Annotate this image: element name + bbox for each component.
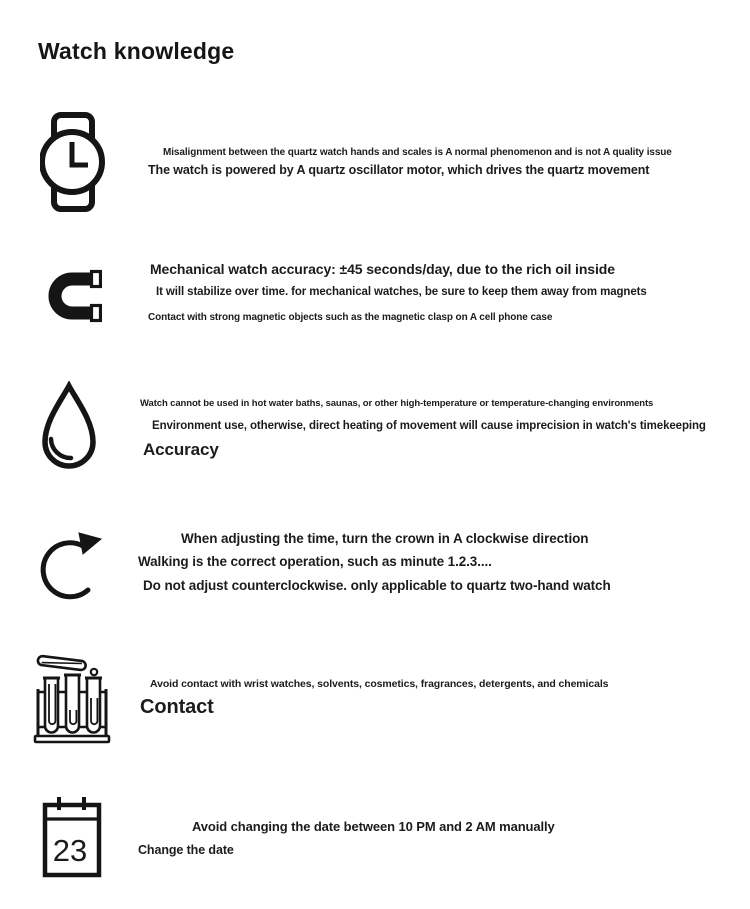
water-drop-icon xyxy=(38,381,100,471)
hot-water-warning-text: Watch cannot be used in hot water baths, saunas, or other high-temperature or temperature-changing environments xyxy=(140,398,654,409)
correct-operation-text: Walking is the correct operation, such as minute 1.2.3.... xyxy=(138,554,492,569)
magnet-icon xyxy=(42,266,102,326)
calendar-day-number: 23 xyxy=(52,833,88,868)
counterclockwise-warning-text: Do not adjust counterclockwise. only applicable to quartz two-hand watch xyxy=(143,578,611,593)
contact-heading: Contact xyxy=(140,696,214,718)
calendar-icon xyxy=(42,794,102,878)
change-date-heading: Change the date xyxy=(138,843,234,857)
accuracy-spec-text: Mechanical watch accuracy: ±45 seconds/day, due to the rich oil inside xyxy=(150,261,615,277)
date-change-warning-text: Avoid changing the date between 10 PM and 2 AM manually xyxy=(192,819,555,834)
quartz-movement-text: The watch is powered by A quartz oscillator motor, which drives the quartz movement xyxy=(148,163,650,177)
crown-clockwise-text: When adjusting the time, turn the crown in A clockwise direction xyxy=(181,531,589,546)
accuracy-heading: Accuracy xyxy=(143,440,219,459)
clockwise-arrow-icon xyxy=(38,524,105,611)
test-tubes-icon xyxy=(33,648,111,745)
wristwatch-icon xyxy=(40,112,105,212)
page-title: Watch knowledge xyxy=(38,38,235,64)
quartz-note-text: Misalignment between the quartz watch hands and scales is A normal phenomenon and is not A quality issue xyxy=(163,147,672,158)
chemicals-warning-text: Avoid contact with wrist watches, solvents, cosmetics, fragrances, detergents, and chemicals xyxy=(150,678,609,690)
environment-text: Environment use, otherwise, direct heating of movement will cause imprecision in watch's timekeeping xyxy=(152,420,706,432)
magnet-warning-text: It will stabilize over time. for mechanical watches, be sure to keep them away from magnets xyxy=(156,286,647,298)
magnet-contact-text: Contact with strong magnetic objects such as the magnetic clasp on A cell phone case xyxy=(148,312,553,323)
